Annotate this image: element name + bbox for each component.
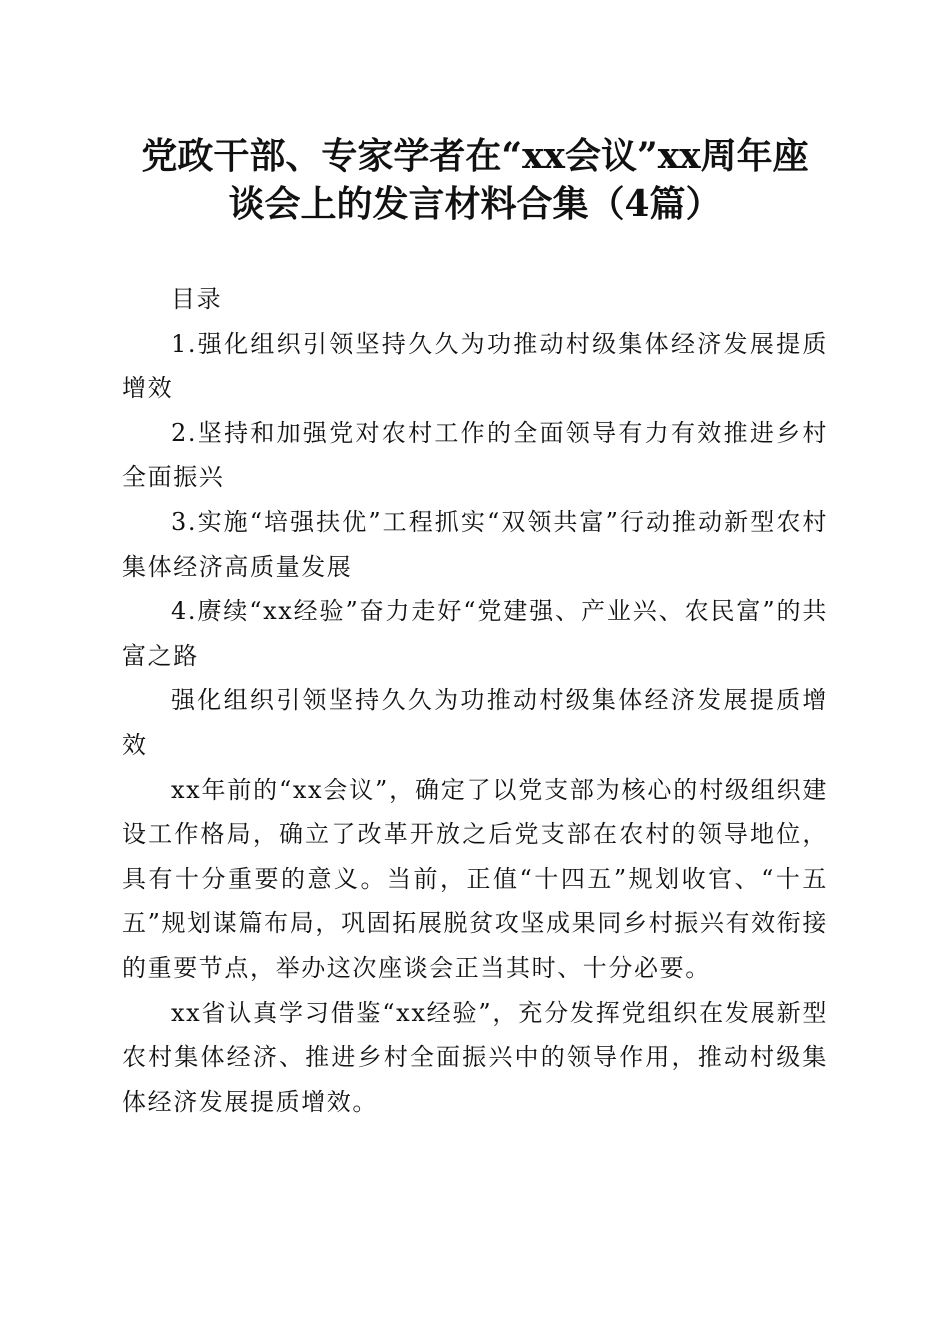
document-body xyxy=(122,277,828,1124)
body-paragraph-2: xx省认真学习借鉴“xx经验”，充分发挥党组织在发展新型农村集体经济、推进乡村全面振兴中的领导作用，推动村级集体经济发展提质增效。 xyxy=(122,998,828,1116)
toc-heading: 目录 xyxy=(171,285,223,313)
toc-item-4: 4.赓续“xx经验”奋力走好“党建强、产业兴、农民富”的共富之路 xyxy=(122,597,828,670)
document-title xyxy=(100,132,850,228)
toc-item-1: 1.强化组织引领坚持久久为功推动村级集体经济发展提质增效 xyxy=(122,329,828,403)
toc-item-3: 3.实施“培强扶优”工程抓实“双领共富”行动推动新型农村集体经济高质量发展 xyxy=(122,507,828,581)
title-line-2: 谈会上的发言材料合集（4篇） xyxy=(228,183,722,225)
section-title: 强化组织引领坚持久久为功推动村级集体经济发展提质增效 xyxy=(122,686,828,759)
body-paragraph-1: xx年前的“xx会议”，确定了以党支部为核心的村级组织建设工作格局，确立了改革开放之后党支部在农村的领导地位，具有十分重要的意义。当前，正值“十四五”规划收官、“十五五”规划谋篇布局，巩固拓展脱贫攻坚成果同乡村振兴有效衔接的重要节点，举办这次座谈会正当其时、十分必要。 xyxy=(122,775,828,982)
title-line-1: 党政干部、专家学者在“xx会议”xx周年座 xyxy=(141,135,809,177)
toc-item-2: 2.坚持和加强党对农村工作的全面领导有力有效推进乡村全面振兴 xyxy=(122,418,828,492)
